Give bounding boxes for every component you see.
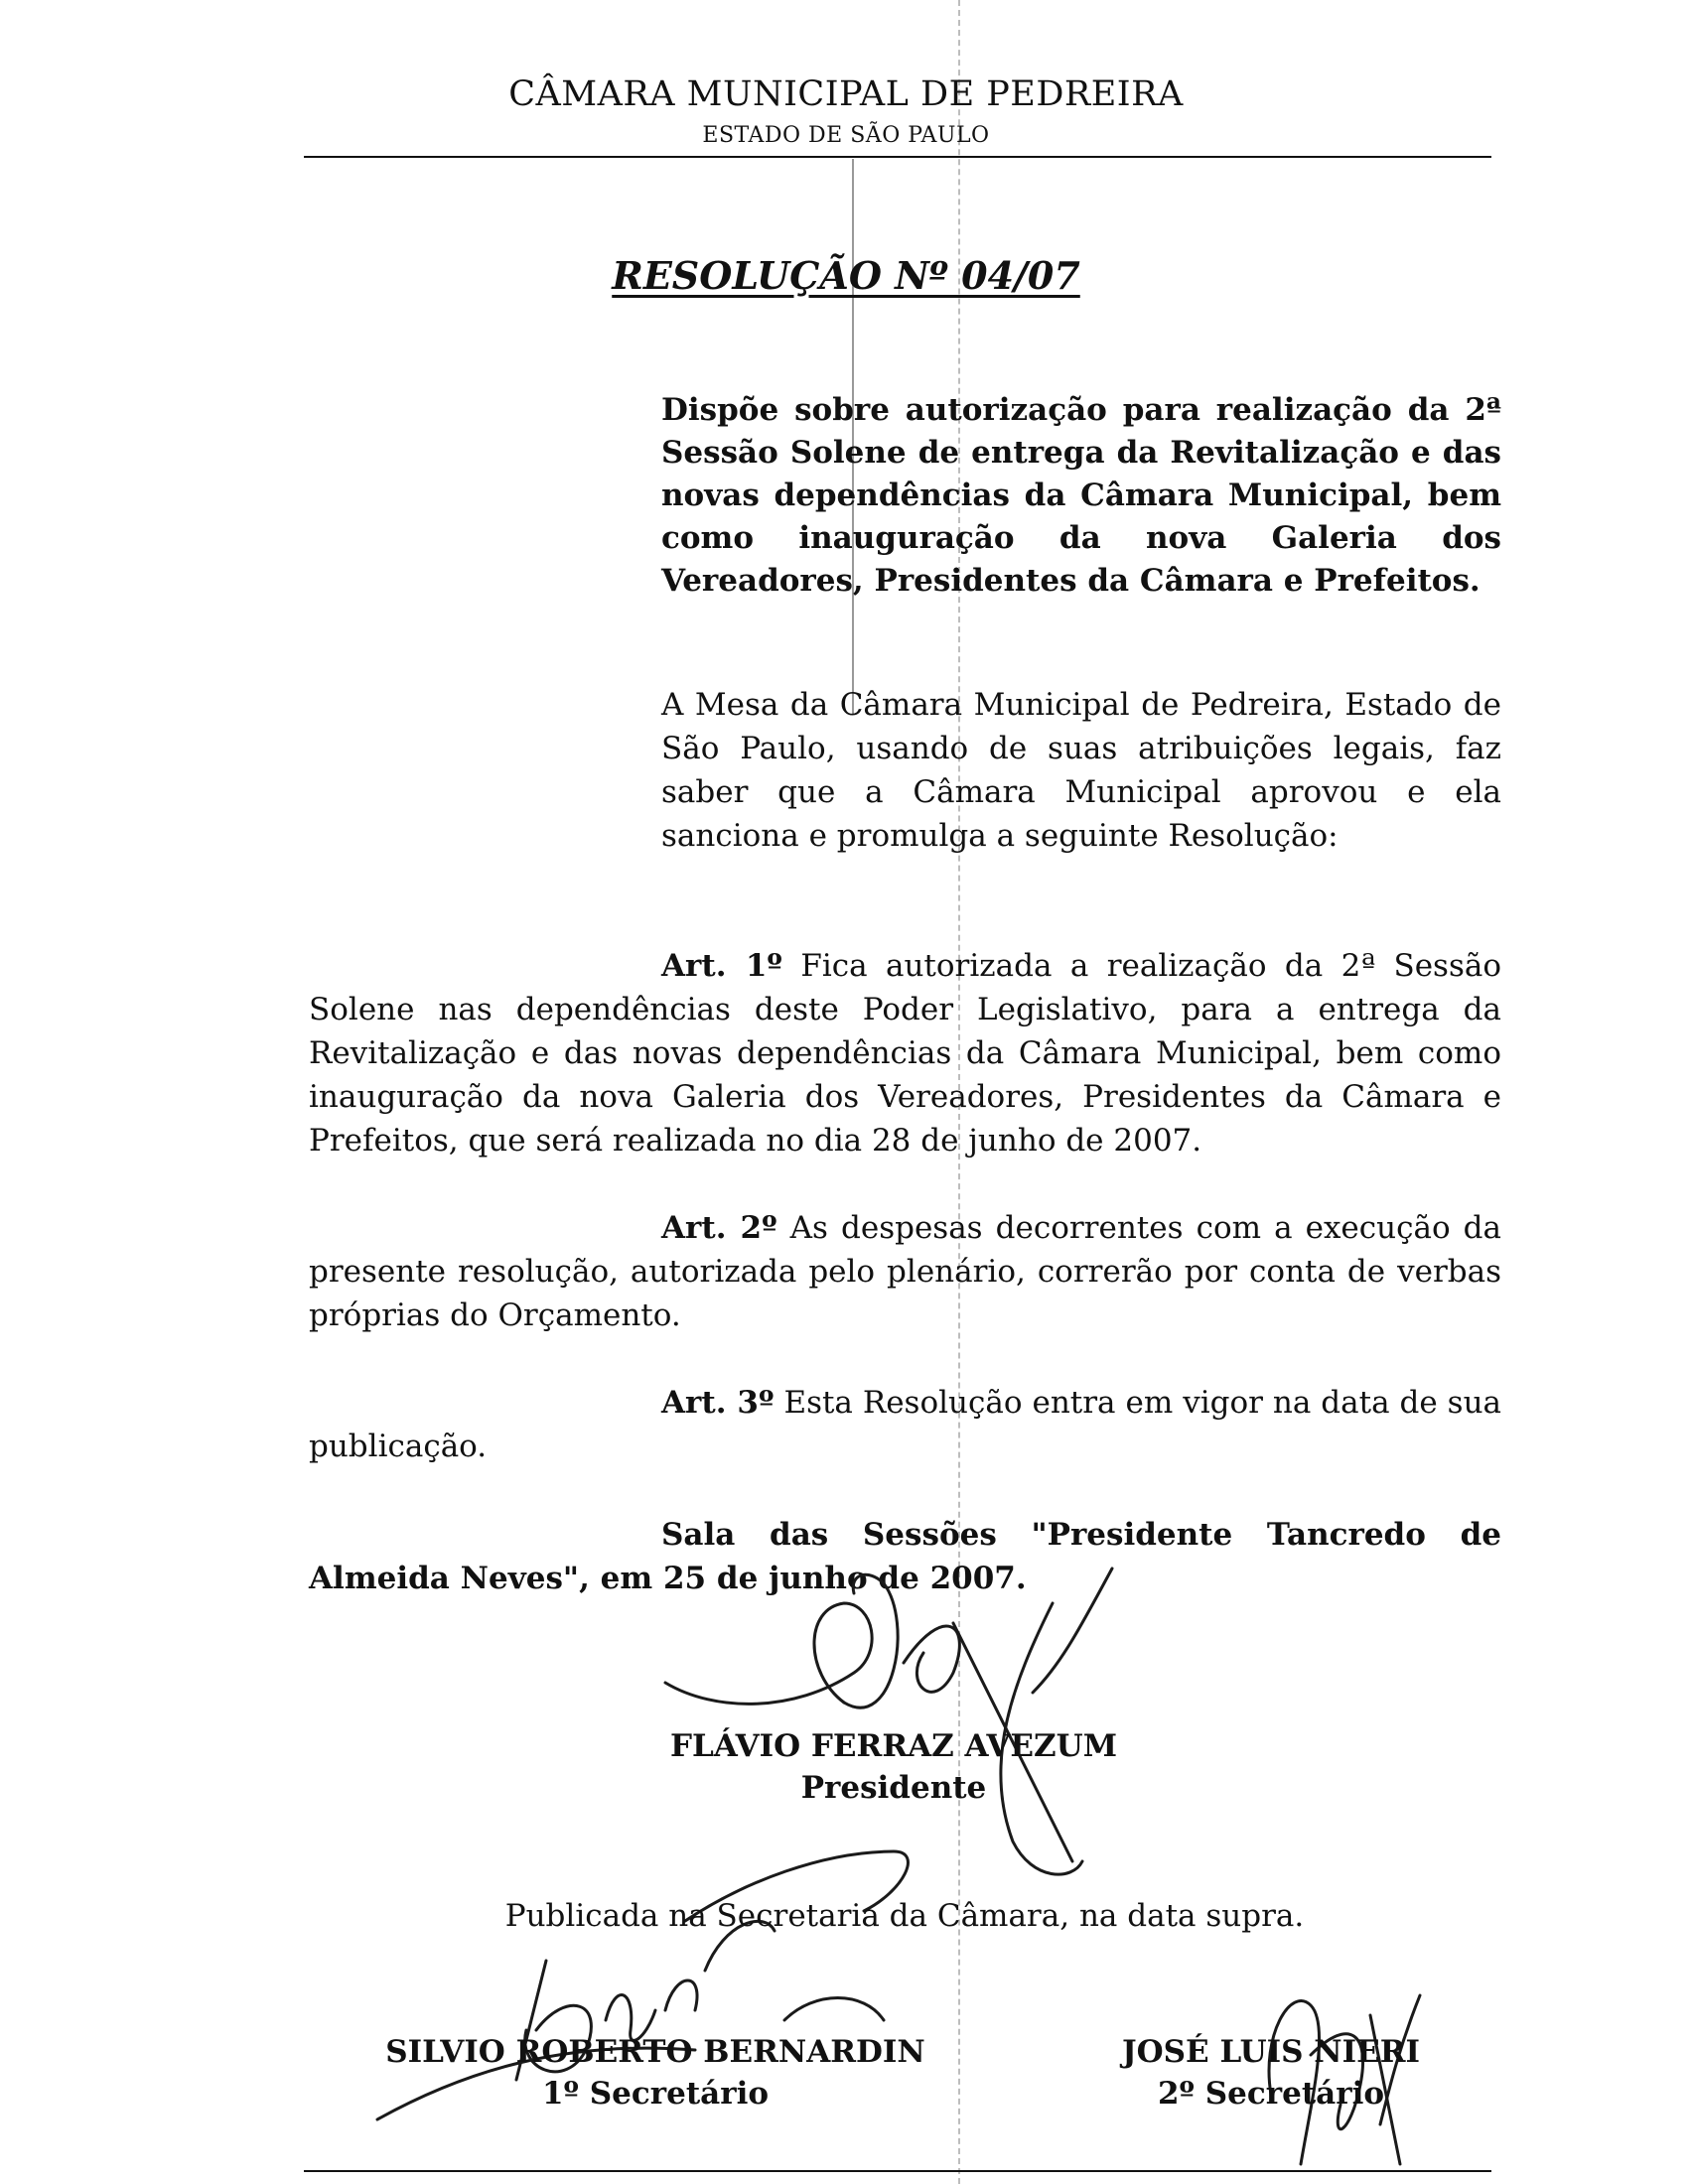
footer-rule	[304, 2170, 1491, 2172]
resolution-ementa: Dispõe sobre autorização para realização da 2ª Sessão Solene de entrega da Revitalização e das novas dependências da Câmara Municipal, bem como inauguração da nova Galeria dos Vereadores, Presidentes da Câmara e Prefeitos.	[661, 392, 1501, 599]
president-role: Presidente	[800, 1770, 987, 1806]
first-secretary-role: 1º Secretário	[541, 2076, 770, 2112]
publication-note: Publicada na Secretaria da Câmara, na data supra.	[504, 1898, 1305, 1934]
article-2-text: As despesas decorrentes com a execução da presente resolução, autorizada pelo plenário, correrão por conta de verbas próprias do Orçamento.	[309, 1210, 1502, 1333]
article-1-text: Fica autorizada a realização da 2ª Sessão Solene nas dependências deste Poder Legislativo, para a entrega da Revitalização e das novas dependências da Câmara Municipal, bem como inauguração da nova Galeria dos Vereadores, Presidentes da Câmara e Prefeitos, que será realizada no dia 28 de junho de 2007.	[309, 948, 1502, 1159]
resolution-preamble: A Mesa da Câmara Municipal de Pedreira, Estado de São Paulo, usando de suas atribuições legais, faz saber que a Câmara Municipal aprovou e ela sanciona e promulga a seguinte Resolução:	[661, 687, 1501, 854]
president-signature-block	[596, 1725, 1192, 1809]
first-secretary-signature-block	[377, 2031, 933, 2115]
article-3-label: Art. 3º	[661, 1385, 775, 1421]
article-2-label: Art. 2º	[661, 1210, 777, 1246]
first-secretary-name: SILVIO ROBERTO BERNARDIN	[385, 2034, 925, 2070]
article-3	[309, 1381, 1501, 1468]
article-3-text: Esta Resolução entra em vigor na data de sua publicação.	[309, 1385, 1502, 1464]
article-1	[309, 944, 1501, 1162]
state-name: ESTADO DE SÃO PAULO	[702, 123, 990, 148]
article-2	[309, 1206, 1501, 1337]
second-secretary-signature-block	[1092, 2031, 1450, 2115]
closing-place-date: Sala das Sessões "Presidente Tancredo de Almeida Neves", em 25 de junho de 2007.	[309, 1517, 1501, 1596]
header-rule	[304, 156, 1491, 158]
article-1-label: Art. 1º	[661, 948, 782, 984]
president-name: FLÁVIO FERRAZ AVEZUM	[669, 1728, 1118, 1764]
second-secretary-name: JOSÉ LUIS NIERI	[1121, 2034, 1421, 2070]
resolution-title: RESOLUÇÃO Nº 04/07	[612, 253, 1080, 298]
chamber-name: CÂMARA MUNICIPAL DE PEDREIRA	[508, 74, 1184, 114]
second-secretary-role: 2º Secretário	[1157, 2076, 1385, 2112]
